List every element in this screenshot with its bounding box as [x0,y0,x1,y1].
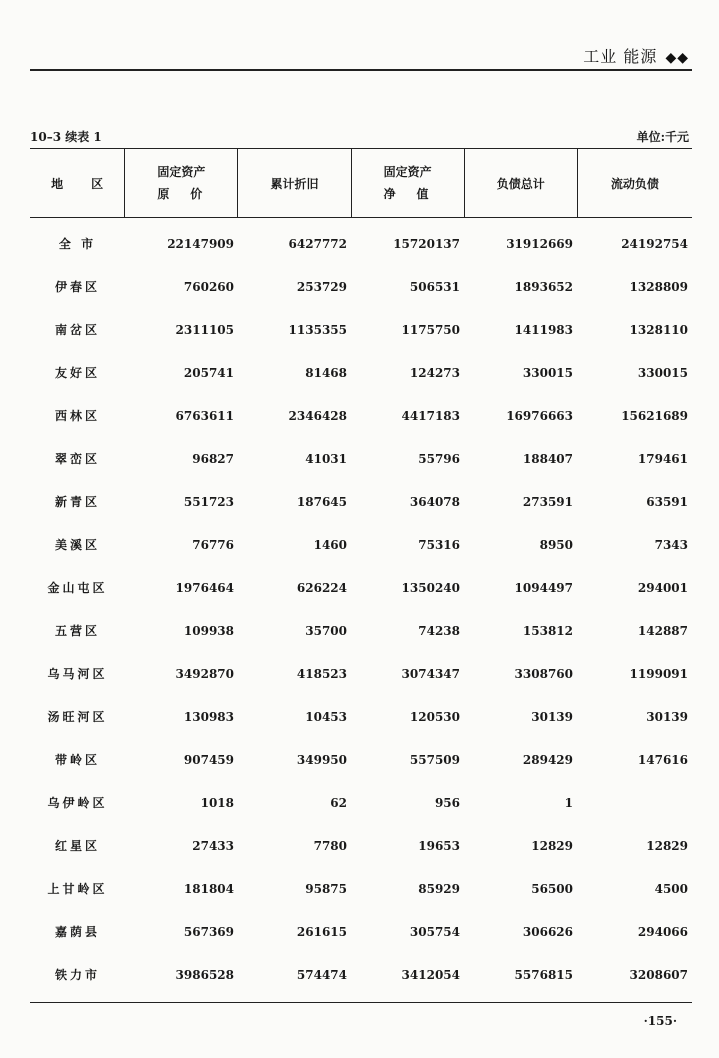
total-liabilities-cell: 31912669 [506,236,573,251]
accumulated-depreciation-cell: 574474 [296,967,347,982]
table-header [30,149,692,218]
total-liabilities-cell: 1893652 [514,279,573,294]
column-header-total-liabilities [464,149,577,217]
current-liabilities-cell: 330015 [637,365,688,380]
fixed-assets-original-cell: 3492870 [175,666,234,681]
column-header-text: 区 [91,176,104,191]
fixed-assets-original-cell: 3986528 [175,967,234,982]
total-liabilities-cell: 12829 [531,838,573,853]
fixed-assets-net-cell: 120530 [409,709,460,724]
table-row [30,480,692,523]
table-row [30,781,692,824]
region-cell: 铁力市 [54,968,100,982]
fixed-assets-net-cell: 3074347 [401,666,460,681]
table-row [30,394,692,437]
table-row [30,308,692,351]
total-liabilities-cell: 330015 [522,365,573,380]
fixed-assets-original-cell: 6763611 [175,408,234,423]
fixed-assets-net-cell: 85929 [418,881,460,896]
total-liabilities-cell: 1 [564,795,573,810]
region-cell: 新青区 [54,495,100,509]
accumulated-depreciation-cell: 95875 [305,881,347,896]
column-header-text: 固定资产 [383,165,432,179]
table-row [30,609,692,652]
fixed-assets-original-cell: 109938 [183,623,234,638]
region-cell: 汤旺河区 [47,710,108,724]
fixed-assets-net-cell: 3412054 [401,967,460,982]
accumulated-depreciation-cell: 7780 [313,838,347,853]
total-liabilities-cell: 30139 [531,709,573,724]
fixed-assets-original-cell: 76776 [192,537,234,552]
fixed-assets-net-cell: 75316 [418,537,460,552]
table-body [30,218,692,1002]
current-liabilities-cell: 147616 [637,752,688,767]
region-cell: 伊春区 [54,280,100,294]
column-header-text: 净 值 [383,187,429,201]
region-cell: 翠峦区 [54,452,100,466]
fixed-assets-original-cell: 567369 [183,924,234,939]
column-header-fixed-assets-net [351,149,464,217]
accumulated-depreciation-cell: 418523 [296,666,347,681]
column-header-text: 累计折旧 [270,176,319,191]
fixed-assets-original-cell: 760260 [183,279,234,294]
statistics-table [30,148,692,1003]
total-liabilities-cell: 188407 [522,451,573,466]
table-row [30,738,692,781]
table-row [30,910,692,953]
fixed-assets-net-cell: 15720137 [393,236,460,251]
current-liabilities-cell: 294066 [637,924,688,939]
region-cell: 乌伊岭区 [47,796,108,810]
current-liabilities-cell: 63591 [646,494,688,509]
table-row [30,953,692,996]
current-liabilities-cell: 7343 [654,537,688,552]
table-row [30,222,692,265]
current-liabilities-cell: 4500 [654,881,688,896]
region-cell: 友好区 [54,366,100,380]
fixed-assets-original-cell: 2311105 [175,322,234,337]
current-liabilities-cell: 12829 [646,838,688,853]
table-row [30,437,692,480]
accumulated-depreciation-cell: 81468 [305,365,347,380]
fixed-assets-net-cell: 557509 [409,752,460,767]
section-title-text: 工业 能源 [583,47,658,66]
table-row [30,695,692,738]
total-liabilities-cell: 1411983 [514,322,573,337]
fixed-assets-original-cell: 551723 [183,494,234,509]
fixed-assets-net-cell: 1350240 [401,580,460,595]
fixed-assets-net-cell: 506531 [409,279,460,294]
accumulated-depreciation-cell: 35700 [305,623,347,638]
fixed-assets-original-cell: 205741 [183,365,234,380]
current-liabilities-cell: 294001 [637,580,688,595]
fixed-assets-original-cell: 27433 [192,838,234,853]
region-cell: 南岔区 [54,323,100,337]
region-cell: 美溪区 [54,538,100,552]
fixed-assets-original-cell: 181804 [183,881,234,896]
accumulated-depreciation-cell: 10453 [305,709,347,724]
region-cell: 金山屯区 [47,581,108,595]
total-liabilities-cell: 1094497 [514,580,573,595]
accumulated-depreciation-cell: 6427772 [288,236,347,251]
region-cell: 带岭区 [54,753,100,767]
column-header-text: 地 [51,176,64,191]
fixed-assets-original-cell: 22147909 [167,236,234,251]
table-id: 10–3 续表 1 [30,130,102,144]
table-row [30,867,692,910]
page-number: ·155· [643,1014,677,1028]
total-liabilities-cell: 289429 [522,752,573,767]
total-liabilities-cell: 8950 [539,537,573,552]
total-liabilities-cell: 5576815 [514,967,573,982]
fixed-assets-net-cell: 4417183 [401,408,460,423]
column-header-text: 负债总计 [496,176,545,191]
fixed-assets-original-cell: 1976464 [175,580,234,595]
region-cell: 嘉荫县 [54,925,100,939]
region-cell: 全 市 [58,237,97,251]
accumulated-depreciation-cell: 349950 [296,752,347,767]
section-title [583,44,689,67]
table-row [30,523,692,566]
total-liabilities-cell: 306626 [522,924,573,939]
fixed-assets-net-cell: 74238 [418,623,460,638]
header-divider [30,69,692,71]
table-row [30,351,692,394]
current-liabilities-cell: 1199091 [629,666,688,681]
total-liabilities-cell: 16976663 [506,408,573,423]
accumulated-depreciation-cell: 187645 [296,494,347,509]
fixed-assets-net-cell: 956 [434,795,460,810]
current-liabilities-cell: 142887 [637,623,688,638]
fixed-assets-original-cell: 96827 [192,451,234,466]
accumulated-depreciation-cell: 1135355 [288,322,347,337]
region-cell: 乌马河区 [47,667,108,681]
accumulated-depreciation-cell: 41031 [305,451,347,466]
fixed-assets-net-cell: 124273 [409,365,460,380]
region-cell: 红星区 [54,839,100,853]
total-liabilities-cell: 56500 [531,881,573,896]
column-header-text: 固定资产 [157,165,206,179]
table-row [30,824,692,867]
fixed-assets-original-cell: 1018 [200,795,234,810]
region-cell: 西林区 [54,409,100,423]
current-liabilities-cell: 1328809 [629,279,688,294]
accumulated-depreciation-cell: 62 [330,795,347,810]
fixed-assets-net-cell: 19653 [418,838,460,853]
total-liabilities-cell: 153812 [522,623,573,638]
column-header-text: 流动负债 [610,176,659,191]
accumulated-depreciation-cell: 261615 [296,924,347,939]
fixed-assets-net-cell: 305754 [409,924,460,939]
accumulated-depreciation-cell: 626224 [296,580,347,595]
current-liabilities-cell: 1328110 [629,322,688,337]
table-row [30,652,692,695]
table-unit: 单位:千元 [636,130,689,144]
diamond-marker-icon: ◆◆ [665,50,689,66]
current-liabilities-cell: 3208607 [629,967,688,982]
current-liabilities-cell: 30139 [646,709,688,724]
column-header-text: 原 价 [157,187,203,201]
table-row [30,265,692,308]
fixed-assets-original-cell: 130983 [183,709,234,724]
region-cell: 上甘岭区 [47,882,108,896]
accumulated-depreciation-cell: 253729 [296,279,347,294]
accumulated-depreciation-cell: 2346428 [288,408,347,423]
current-liabilities-cell: 24192754 [621,236,688,251]
total-liabilities-cell: 3308760 [514,666,573,681]
column-header-region [30,149,124,217]
fixed-assets-net-cell: 364078 [409,494,460,509]
region-cell: 五营区 [54,624,100,638]
current-liabilities-cell: 15621689 [621,408,688,423]
fixed-assets-original-cell: 907459 [183,752,234,767]
current-liabilities-cell: 179461 [637,451,688,466]
fixed-assets-net-cell: 1175750 [401,322,460,337]
column-header-current-liabilities [577,149,692,217]
column-header-accumulated-depreciation [237,149,350,217]
table-row [30,566,692,609]
total-liabilities-cell: 273591 [522,494,573,509]
column-header-fixed-assets-original [124,149,237,217]
accumulated-depreciation-cell: 1460 [313,537,347,552]
fixed-assets-net-cell: 55796 [418,451,460,466]
